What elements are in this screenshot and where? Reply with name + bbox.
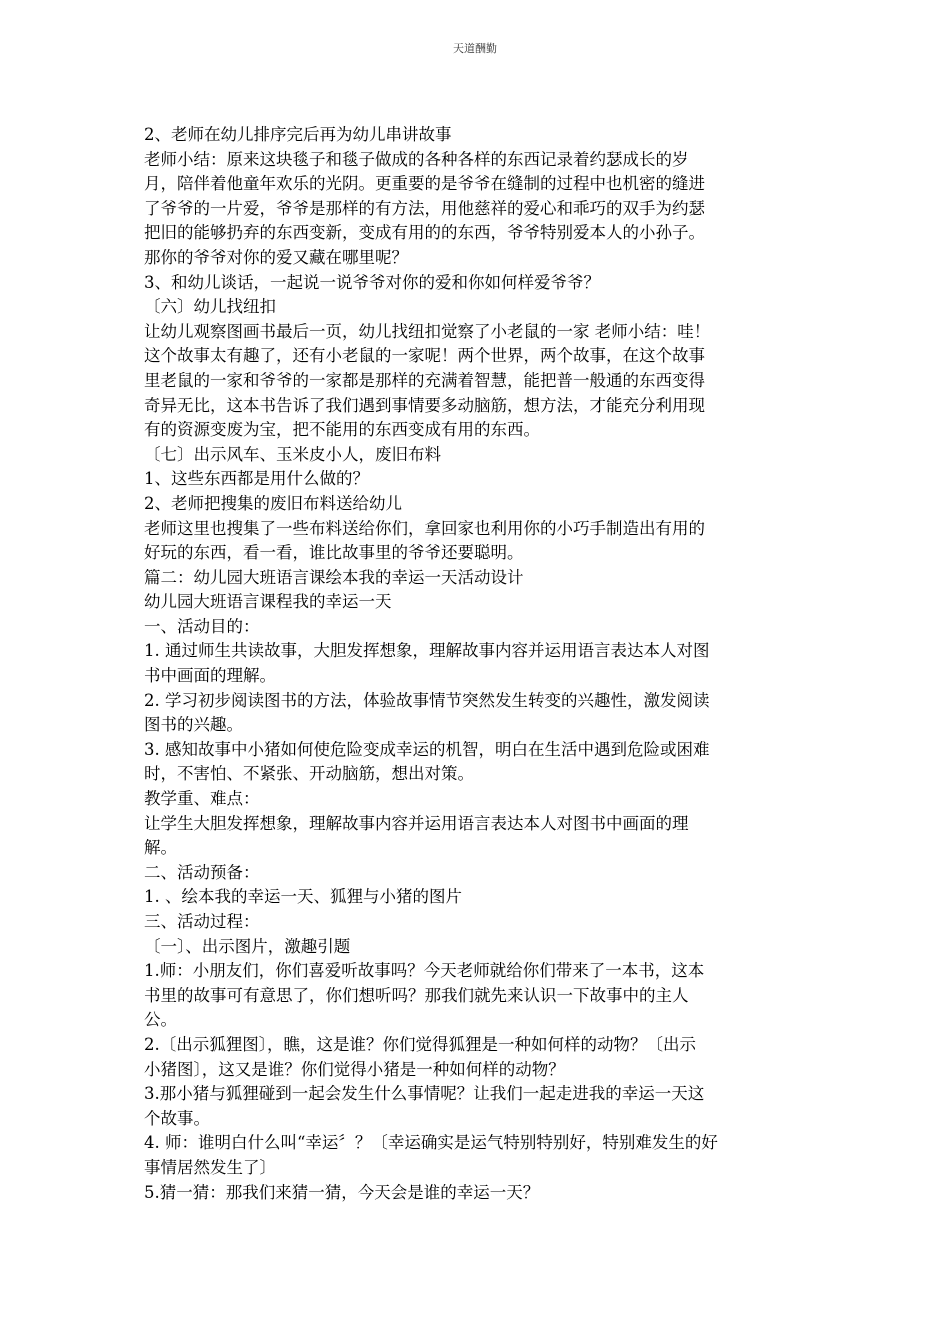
text-line: 书中画面的理解。 (144, 666, 276, 686)
text-line: 2.〔出示狐狸图〕，瞧，这是谁？你们觉得狐狸是一种如何样的动物？〔出示 (144, 1034, 696, 1054)
section-heading: 〔一〕、出示图片，激趣引题 (144, 936, 351, 956)
text-line: 了爷爷的一片爱，爷爷是那样的有方法，用他慈祥的爱心和乖巧的双手为约瑟 (144, 198, 705, 218)
text-line: 4. 师：谁明白什么叫“幸运〞？〔幸运确实是运气特别特别好，特别难发生的好 (144, 1133, 718, 1153)
document-body (144, 123, 814, 1205)
section-heading: 二、活动预备： (144, 862, 260, 882)
text-line: 1. 通过师生共读故事，大胆发挥想象，理解故事内容并运用语言表达本人对图 (144, 641, 710, 661)
text-line: 个故事。 (144, 1108, 210, 1128)
text-line: 里老鼠的一家和爷爷的一家都是那样的充满着智慧，能把普一般通的东西变得 (144, 370, 705, 390)
text-line: 书里的故事可有意思了，你们想听吗？那我们就先来认识一下故事中的主人 (144, 985, 689, 1005)
text-line: 3.那小猪与狐狸碰到一起会发生什么事情呢？让我们一起走进我的幸运一天这 (144, 1084, 705, 1104)
text-line: 好玩的东西，看一看，谁比故事里的爷爷还要聪明。 (144, 543, 524, 563)
text-line: 把旧的能够扔弃的东西变新，变成有用的的东西，爷爷特别爱本人的小孙子。 (144, 223, 705, 243)
section-heading: 三、活动过程： (144, 912, 260, 931)
text-line: 事情居然发生了〕 (144, 1157, 276, 1177)
section-heading: 〔七〕出示风车、玉米皮小人，废旧布料 (144, 444, 441, 464)
text-line: 2. 学习初步阅读图书的方法，体验故事情节突然发生转变的兴趣性，激发阅读 (144, 690, 710, 710)
section-heading: 〔六〕幼儿找纽扣 (144, 297, 276, 317)
page-header: 天道酬勤 (453, 42, 497, 55)
lesson-title: 幼儿园大班语言课程我的幸运一天 (144, 592, 392, 612)
text-line: 时，不害怕、不紧张、开动脑筋，想出对策。 (144, 764, 474, 784)
text-line: 3、和幼儿谈话，一起说一说爷爷对你的爱和你如何样爱爷爷？ (144, 272, 600, 292)
text-line: 公。 (144, 1010, 177, 1030)
text-line: 有的资源变废为宝，把不能用的东西变成有用的东西。 (144, 420, 540, 440)
text-line: 小猪图〕，这又是谁？你们觉得小猪是一种如何样的动物？ (144, 1059, 565, 1079)
text-line: 1、这些东西都是用什么做的？ (144, 469, 369, 489)
text-line: 让幼儿观察图画书最后一页，幼儿找纽扣觉察了小老鼠的一家 老师小结：哇！ (144, 321, 711, 341)
text-line: 奇异无比，这本书告诉了我们遇到事情要多动脑筋，想方法，才能充分利用现 (144, 395, 705, 415)
text-line: 老师这里也搜集了一些布料送给你们，拿回家也利用你的小巧手制造出有用的 (144, 518, 705, 538)
text-line: 图书的兴趣。 (144, 715, 243, 735)
text-line: 1. 、绘本我的幸运一天、狐狸与小猪的图片 (144, 887, 462, 907)
text-line: 让学生大胆发挥想象，理解故事内容并运用语言表达本人对图书中画面的理 (144, 813, 689, 833)
text-line: 那你的爷爷对你的爱又藏在哪里呢？ (144, 247, 408, 267)
text-line: 这个故事太有趣了，还有小老鼠的一家呢！两个世界，两个故事，在这个故事 (144, 346, 705, 366)
text-line: 月，陪伴着他童年欢乐的光阴。更重要的是爷爷在缝制的过程中也机密的缝进 (144, 174, 705, 194)
text-line: 解。 (144, 838, 177, 858)
text-line: 老师小结：原来这块毯子和毯子做成的各种各样的东西记录着约瑟成长的岁 (144, 149, 689, 169)
section-heading: 一、活动目的： (144, 616, 260, 636)
text-line: 2、老师把搜集的废旧布料送给幼儿 (144, 493, 402, 513)
text-line: 2、老师在幼儿排序完后再为幼儿串讲故事 (144, 125, 452, 144)
text-line: 3. 感知故事中小猪如何使危险变成幸运的机智，明白在生活中遇到危险或困难 (144, 739, 710, 759)
text-line: 5.猜一猜：那我们来猜一猜，今天会是谁的幸运一天？ (144, 1182, 540, 1202)
article-title: 篇二：幼儿园大班语言课绘本我的幸运一天活动设计 (144, 567, 524, 587)
section-heading: 教学重、难点： (144, 789, 260, 809)
text-line: 1.师：小朋友们，你们喜爱听故事吗？今天老师就给你们带来了一本书，这本 (144, 961, 705, 981)
